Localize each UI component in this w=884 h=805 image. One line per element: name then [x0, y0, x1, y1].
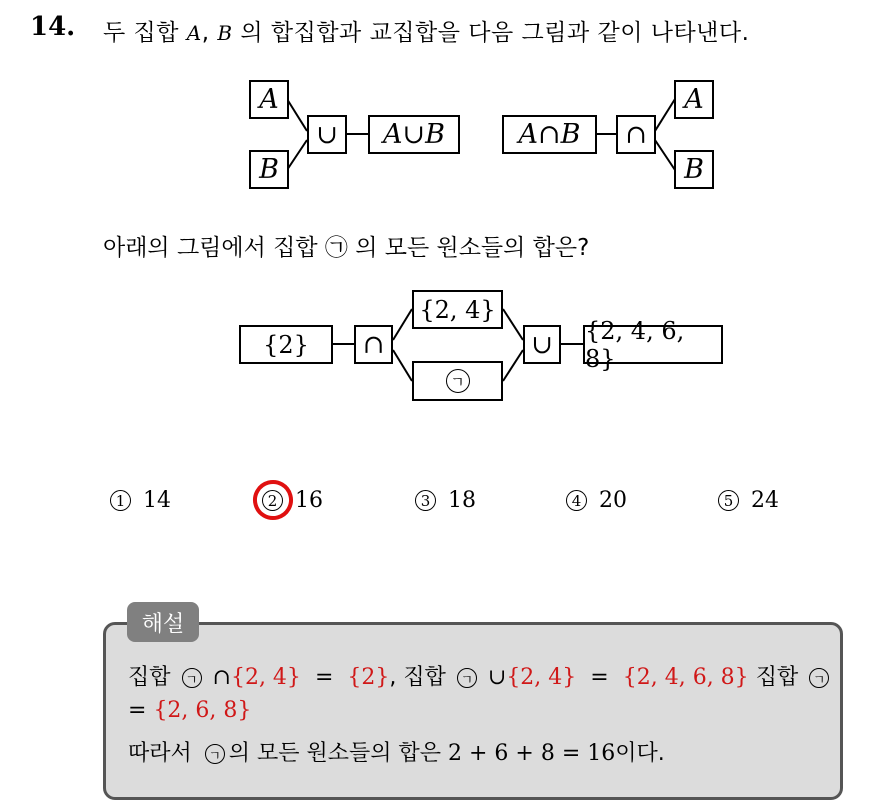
- question-text-part: 두 집합: [103, 20, 187, 46]
- sol-eq: =: [590, 665, 609, 690]
- choice-4[interactable]: [566, 488, 627, 513]
- sol-eq: =: [128, 698, 147, 723]
- unknown-set-symbol: ㄱ: [446, 369, 470, 393]
- intersection-input-a: A: [674, 80, 714, 119]
- choice-1[interactable]: [110, 488, 171, 513]
- intersection-input-b: B: [674, 150, 714, 189]
- sol-expression: 2 + 6 + 8 = 16: [448, 741, 616, 766]
- choice-value-5: 24: [751, 488, 779, 513]
- sol-eq: =: [314, 665, 334, 690]
- sol-op: ∩: [212, 665, 231, 690]
- union-operator: ∪: [307, 115, 347, 154]
- solution-line-2: [128, 698, 251, 723]
- question-number: 14.: [30, 12, 76, 42]
- main-right-set: {2, 4, 6, 8}: [583, 325, 723, 364]
- main-intersection-operator: ∩: [354, 325, 393, 364]
- solution-tag: 해설: [127, 602, 199, 642]
- sol-text: 집합: [755, 665, 799, 690]
- question-text-part: 의 합집합과 교집합을 다음 그림과 같이 나타낸다.: [232, 20, 750, 46]
- unknown-set-symbol: ㄱ: [205, 744, 225, 764]
- main-unknown-set-box: [412, 361, 503, 401]
- choice-5[interactable]: [718, 488, 779, 513]
- choice-mark-5: 5: [718, 490, 739, 511]
- sol-text: 의 모든 원소들의 합은: [228, 741, 442, 766]
- choice-mark-4: 4: [566, 490, 587, 511]
- union-input-a: A: [249, 80, 289, 119]
- main-top-set: {2, 4}: [412, 290, 503, 329]
- sol-text: , 집합: [389, 665, 446, 690]
- question-text-part: ,: [201, 20, 218, 46]
- intersection-output: A∩B: [502, 115, 597, 154]
- sol-set: {2, 4}: [506, 665, 577, 690]
- set-b-symbol: B: [217, 21, 233, 45]
- choice-mark-2: 2: [262, 490, 283, 511]
- union-input-b: B: [249, 150, 289, 189]
- choice-mark-1: 1: [110, 490, 131, 511]
- main-union-operator: ∪: [523, 325, 561, 364]
- solution-line-1: [128, 660, 833, 691]
- sol-text: 이다.: [615, 741, 665, 766]
- subquestion-text: 아래의 그림에서 집합 ㉠ 의 모든 원소들의 합은?: [103, 235, 590, 261]
- set-a-symbol: A: [186, 21, 202, 45]
- unknown-set-symbol: ㄱ: [182, 668, 202, 688]
- choice-value-4: 20: [599, 488, 627, 513]
- sol-text: 따라서: [128, 741, 192, 766]
- main-left-set: {2}: [239, 325, 333, 364]
- sol-set: {2, 4, 6, 8}: [622, 665, 749, 690]
- choice-mark-3: 3: [415, 490, 436, 511]
- choice-value-1: 14: [143, 488, 171, 513]
- sol-set: {2, 6, 8}: [153, 698, 252, 723]
- sol-set: {2}: [347, 665, 390, 690]
- sol-op: ∪: [487, 665, 507, 690]
- choice-value-2: 16: [295, 488, 323, 513]
- sol-text: 집합: [128, 665, 171, 690]
- choice-value-3: 18: [448, 488, 476, 513]
- intersection-operator: ∩: [616, 115, 656, 154]
- sol-set: {2, 4}: [230, 665, 301, 690]
- unknown-set-symbol: ㄱ: [457, 668, 477, 688]
- solution-line-3: [128, 736, 665, 767]
- union-output: A∪B: [368, 115, 460, 154]
- choice-3[interactable]: [415, 488, 476, 513]
- unknown-set-symbol: ㄱ: [809, 668, 829, 688]
